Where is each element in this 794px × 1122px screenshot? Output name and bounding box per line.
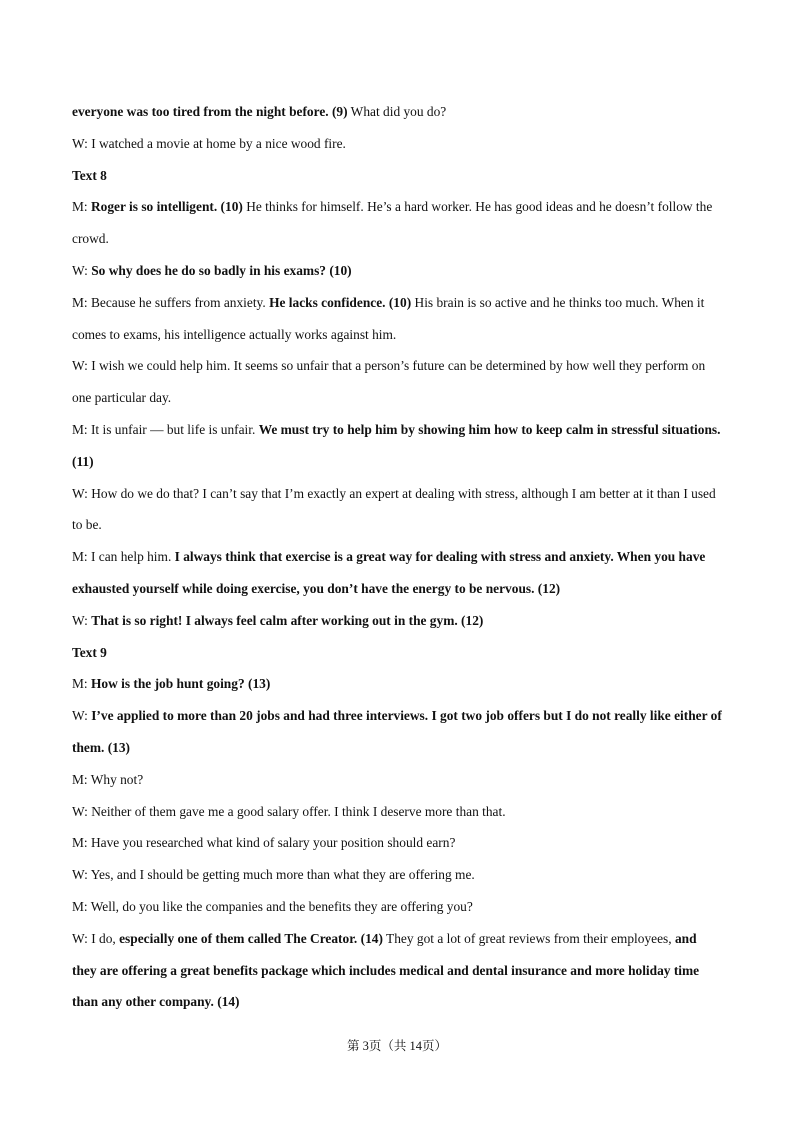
transcript-line xyxy=(72,796,724,828)
text-segment: W: Yes, and I should be getting much more than what they are offering me. xyxy=(72,867,475,883)
transcript-line xyxy=(72,605,724,637)
transcript-line xyxy=(72,128,724,160)
bold-text: I’ve applied to more than 20 jobs and had three interviews. I got two job offers but I do not really like either of them. (13) xyxy=(72,708,722,755)
transcript-line xyxy=(72,287,724,351)
text-segment: What did you do? xyxy=(347,104,447,119)
bold-text: How is the job hunt going? (13) xyxy=(90,676,271,692)
text-segment: W: xyxy=(72,708,92,724)
transcript-line xyxy=(72,160,724,192)
bold-text: So why does he do so badly in his exams? (10) xyxy=(91,262,352,278)
bold-text: especially one of them called The Creator. (14) xyxy=(119,930,383,946)
text-segment: W: Neither of them gave me a good salary offer. I think I deserve more than that. xyxy=(72,803,506,819)
text-segment: W: How do we do that? I can’t say that I’m exactly an expert at dealing with stress, although I am better at it than I used to be. xyxy=(72,485,716,533)
transcript-line xyxy=(72,478,724,542)
transcript-line xyxy=(72,191,724,255)
transcript-line xyxy=(72,541,724,605)
transcript-line xyxy=(72,923,724,1018)
text-segment: M: It is unfair — but life is unfair. xyxy=(72,421,259,437)
page-body xyxy=(72,96,724,1018)
text-segment: He thinks for himself. He’s a hard worker. He has good ideas and he doesn’t follow the crowd. xyxy=(72,199,713,247)
bold-text: Roger is so intelligent. (10) xyxy=(90,199,243,215)
transcript-line xyxy=(72,859,724,891)
text-segment: His brain is so active and he thinks too much. When it comes to exams, his intelligence actually works against him. xyxy=(72,294,705,342)
bold-text: We must try to help him by showing him how to keep calm in stressful situations. (11) xyxy=(72,421,721,469)
transcript-lines xyxy=(72,96,724,1018)
transcript-line xyxy=(72,414,724,478)
transcript-line xyxy=(72,96,724,128)
text-segment: W: I watched a movie at home by a nice wood fire. xyxy=(72,135,346,151)
text-segment: M: Have you researched what kind of salary your position should earn? xyxy=(72,835,456,851)
text-segment: M: Because he suffers from anxiety. xyxy=(72,294,270,310)
text-segment: M: I can help him. xyxy=(72,549,175,565)
page-footer: 第 3页（共 14页） xyxy=(346,1039,447,1053)
text-segment: M: Why not? xyxy=(72,771,144,787)
text-segment: They got a lot of great reviews from their employees, xyxy=(382,930,675,946)
transcript-line xyxy=(72,255,724,287)
text-segment: W: I wish we could help him. It seems so unfair that a person’s future can be determined by how well they perform on one particular day. xyxy=(72,358,706,406)
transcript-line xyxy=(72,827,724,859)
text-segment: M: xyxy=(72,199,91,215)
text-segment: M: xyxy=(72,676,91,692)
bold-text: I always think that exercise is a great way for dealing with stress and anxiety. When you have exhausted yourself while doing exercise, you don’t have the energy to be nervous. (12) xyxy=(72,549,706,596)
bold-text: and they are offering a great benefits package which includes medical and dental insurance and more holiday time than any other company. (14) xyxy=(72,930,700,1010)
bold-text: He lacks confidence. (10) xyxy=(269,294,412,310)
text-segment: W: xyxy=(72,612,92,628)
text-segment: W: xyxy=(72,262,92,278)
transcript-line xyxy=(72,350,724,414)
bold-text: Text 9 xyxy=(72,644,107,660)
bold-text: everyone was too tired from the night before. (9) xyxy=(72,104,348,119)
transcript-line xyxy=(72,891,724,923)
text-segment: M: Well, do you like the companies and the benefits they are offering you? xyxy=(72,898,473,914)
transcript-line xyxy=(72,668,724,700)
bold-text: Text 8 xyxy=(72,167,107,183)
transcript-line xyxy=(72,764,724,796)
transcript-line xyxy=(72,700,724,764)
bold-text: That is so right! I always feel calm after working out in the gym. (12) xyxy=(91,612,484,628)
transcript-line xyxy=(72,637,724,669)
text-segment: W: I do, xyxy=(72,930,120,946)
